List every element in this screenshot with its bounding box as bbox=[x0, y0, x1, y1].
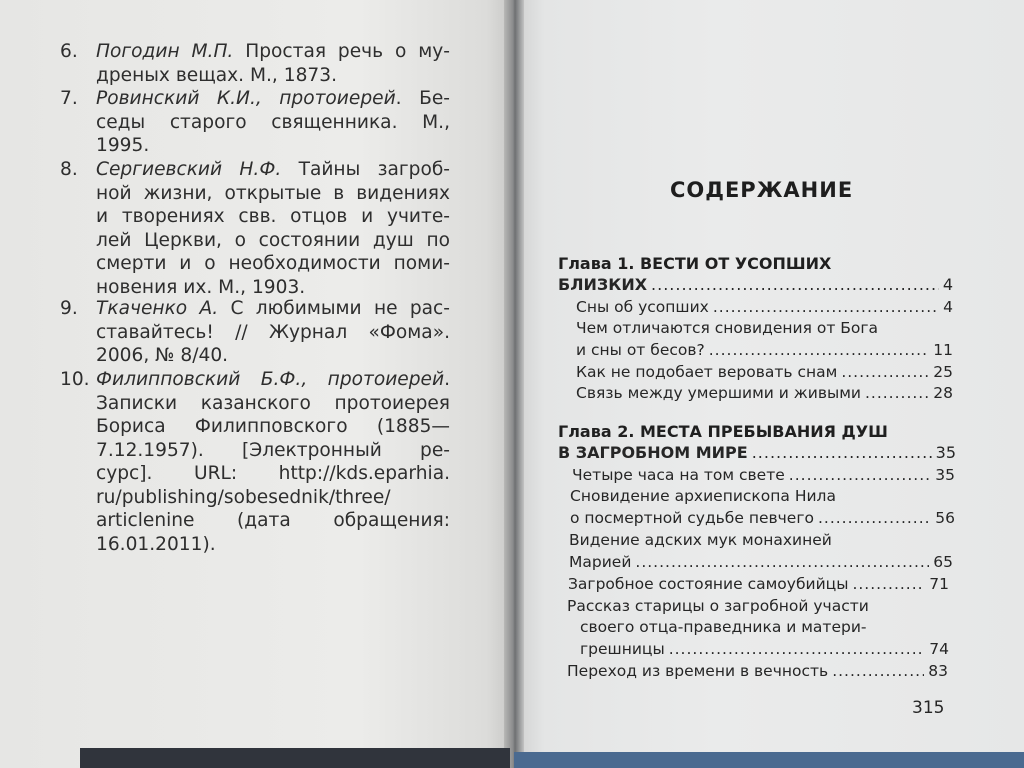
toc-page-number: 35 bbox=[935, 466, 955, 484]
bibliography-line bbox=[96, 252, 450, 276]
bibliography-line bbox=[96, 392, 450, 416]
bibliography-line bbox=[96, 134, 450, 158]
leader-dots bbox=[669, 639, 926, 660]
toc-chapter-2-line1: Глава 2. МЕСТА ПРЕБЫВАНИЯ ДУШ bbox=[558, 422, 888, 441]
bibliography-text: 7.12.1957). [Электронный ре- bbox=[96, 439, 450, 461]
toc-entry bbox=[570, 508, 955, 529]
toc-page-number: 11 bbox=[933, 341, 953, 359]
bibliography-text: 16.01.2011). bbox=[96, 533, 216, 555]
bibliography-entry bbox=[60, 87, 450, 158]
bibliography-text: и творениях свв. отцов и учите- bbox=[96, 206, 450, 227]
toc-entry-title: Сны об усопших bbox=[576, 298, 709, 316]
bibliography-text: 1995. bbox=[96, 135, 150, 156]
author-name: Филипповский Б.Ф., протоиерей bbox=[96, 369, 445, 390]
bibliography-text: articlenine (дата обращения: bbox=[96, 510, 450, 531]
bibliography-entry bbox=[60, 297, 450, 368]
page-number: 315 bbox=[912, 698, 945, 718]
bibliography-line bbox=[96, 205, 450, 229]
bibliography-line bbox=[96, 297, 450, 321]
bibliography-text: Записки казанского протоиерея bbox=[96, 392, 450, 414]
toc-page-number: 25 bbox=[933, 363, 953, 381]
toc-page-number: 35 bbox=[935, 443, 956, 462]
bibliography-line bbox=[96, 368, 450, 392]
bibliography-number: 7. bbox=[60, 88, 78, 109]
leader-dots bbox=[852, 574, 925, 595]
bibliography-line bbox=[96, 439, 450, 463]
bibliography-line bbox=[96, 182, 450, 206]
toc-chapter-2 bbox=[558, 421, 956, 463]
bibliography-entry bbox=[60, 40, 450, 87]
toc-page-number: 83 bbox=[928, 662, 948, 680]
bibliography-line bbox=[96, 509, 450, 533]
toc-page-number: 65 bbox=[933, 553, 953, 571]
toc-entry-title: Марией bbox=[569, 553, 632, 571]
leader-dots bbox=[841, 362, 929, 383]
bibliography-text: лей Церкви, о состоянии душ по bbox=[96, 229, 450, 251]
leader-dots bbox=[789, 465, 931, 486]
bibliography-text: . Бе- bbox=[395, 88, 450, 109]
toc-chapter-1-line2: БЛИЗКИХ bbox=[558, 275, 648, 294]
toc-page-number: 56 bbox=[935, 509, 955, 527]
bibliography-line bbox=[96, 40, 450, 64]
leader-dots bbox=[635, 552, 929, 573]
bibliography-entry bbox=[60, 158, 450, 299]
bibliography-text: дреных вещах. М., 1873. bbox=[96, 64, 337, 86]
toc-entry-title: своего отца-праведника и матери- bbox=[580, 618, 867, 636]
bibliography-line bbox=[96, 229, 450, 253]
toc-chapter-2-line2: В ЗАГРОБНОМ МИРЕ bbox=[558, 443, 748, 462]
toc-page-number: 74 bbox=[929, 640, 949, 658]
bibliography-line bbox=[96, 111, 450, 135]
toc-entry-title: Видение адских мук монахиней bbox=[569, 531, 832, 549]
bibliography-line bbox=[96, 158, 450, 182]
author-name: Ткаченко А. bbox=[96, 298, 219, 319]
toc-entry-title: о посмертной судьбе певчего bbox=[570, 509, 814, 527]
bibliography-line bbox=[96, 415, 450, 439]
bibliography-line bbox=[96, 276, 450, 300]
author-name: Сергиевский Н.Ф. bbox=[96, 159, 282, 180]
toc-chapter-1 bbox=[558, 253, 953, 295]
bibliography-line bbox=[96, 87, 450, 111]
bibliography-text: С любимыми не рас- bbox=[218, 298, 450, 319]
toc-entry bbox=[572, 465, 955, 486]
toc-chapter-1-line1: Глава 1. ВЕСТИ ОТ УСОПШИХ bbox=[558, 254, 832, 273]
toc-entry bbox=[576, 383, 953, 404]
book-cover-edge-right bbox=[514, 752, 1024, 768]
toc-title: СОДЕРЖАНИЕ bbox=[670, 178, 854, 202]
bibliography-text: Тайны загроб- bbox=[281, 159, 450, 180]
bibliography-number: 9. bbox=[60, 298, 78, 319]
toc-entry bbox=[569, 552, 953, 573]
toc-entry-title: Четыре часа на том свете bbox=[572, 466, 785, 484]
book-spine bbox=[504, 0, 524, 768]
toc-entry-title: Сновидение архиепископа Нила bbox=[570, 487, 836, 505]
bibliography-text: ной жизни, открытые в видениях bbox=[96, 182, 450, 204]
leader-dots bbox=[865, 383, 929, 404]
bibliography-text: сурс]. URL: http://kds.eparhia. bbox=[96, 463, 450, 484]
author-name: Погодин М.П. bbox=[96, 41, 234, 62]
bibliography-number: 6. bbox=[60, 41, 78, 62]
toc-page-number: 4 bbox=[943, 298, 953, 316]
leader-dots bbox=[752, 442, 932, 463]
toc-entry bbox=[580, 639, 949, 660]
bibliography-line bbox=[96, 344, 450, 368]
toc-entry bbox=[576, 340, 953, 361]
toc-entry-title: Переход из времени в вечность bbox=[567, 662, 829, 680]
bibliography-text: Простая речь о му- bbox=[233, 41, 450, 62]
toc-entry-title: Загробное состояние самоубийцы bbox=[568, 575, 849, 593]
leader-dots bbox=[651, 274, 939, 295]
toc-entry-title: Чем отличаются сновидения от Бога bbox=[576, 319, 879, 337]
bibliography-text: ru/publishing/sobesednik/three/ bbox=[96, 486, 391, 508]
toc-entry-title: грешницы bbox=[580, 640, 665, 658]
bibliography-text: седы старого священника. М., bbox=[96, 111, 450, 133]
bibliography-text: ставайтесь! // Журнал «Фома». bbox=[96, 321, 450, 343]
bibliography-text: . bbox=[444, 369, 450, 390]
toc-entry bbox=[576, 297, 953, 318]
toc-page-number: 71 bbox=[929, 575, 949, 593]
toc-page-number: 4 bbox=[942, 275, 953, 294]
bibliography-line bbox=[96, 486, 450, 510]
toc-entry-title: Связь между умершими и живыми bbox=[576, 384, 861, 402]
bibliography-text: смерти и о необходимости поми- bbox=[96, 253, 450, 274]
author-name: Ровинский К.И., протоиерей bbox=[96, 88, 396, 109]
leader-dots bbox=[818, 508, 931, 529]
leader-dots bbox=[709, 340, 930, 361]
bibliography-text: 2006, № 8/40. bbox=[96, 345, 229, 366]
toc-page-number: 28 bbox=[933, 384, 953, 402]
bibliography-line bbox=[96, 462, 450, 486]
bibliography-text: Бориса Филипповского (1885— bbox=[96, 416, 450, 437]
toc-entry bbox=[568, 574, 949, 595]
bibliography-line bbox=[96, 321, 450, 345]
book-cover-edge bbox=[80, 748, 510, 768]
toc-entry-title: и сны от бесов? bbox=[576, 341, 705, 359]
bibliography-line bbox=[96, 533, 450, 557]
toc-entry bbox=[576, 362, 953, 383]
toc-entry-title: Рассказ старицы о загробной участи bbox=[567, 597, 869, 615]
leader-dots bbox=[713, 297, 939, 318]
bibliography-text: новения их. М., 1903. bbox=[96, 276, 306, 298]
toc-entry bbox=[567, 661, 948, 682]
bibliography-number: 10. bbox=[60, 369, 90, 390]
bibliography-line bbox=[96, 64, 450, 88]
toc-entry-title: Как не подобает веровать снам bbox=[576, 363, 838, 381]
bibliography-number: 8. bbox=[60, 159, 78, 180]
leader-dots bbox=[832, 661, 924, 682]
bibliography-entry bbox=[60, 368, 450, 556]
